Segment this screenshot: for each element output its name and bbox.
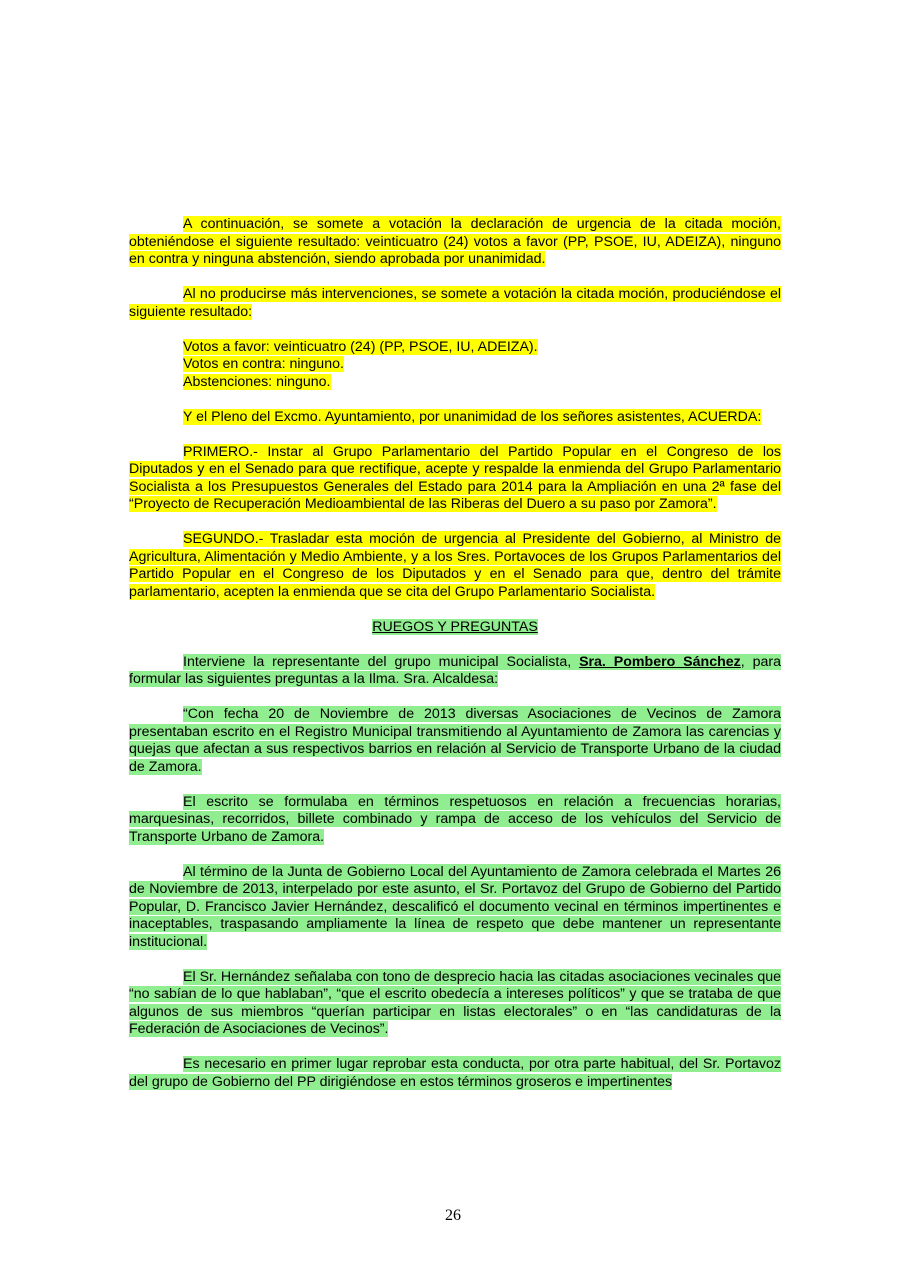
paragraph-quote-2 (129, 794, 781, 847)
paragraph-intervention (129, 654, 781, 689)
paragraph-quote-1 (129, 706, 781, 776)
highlighted-text: Interviene la representante del grupo municipal Socialista, (183, 653, 580, 670)
highlighted-text: Al no producirse más intervenciones, se somete a votación la citada moción, produciéndose el siguiente resultado: (129, 286, 781, 320)
vote-result-favor (129, 339, 781, 357)
highlighted-text: Abstenciones: ninguno. (183, 373, 331, 390)
paragraph-quote-4 (129, 969, 781, 1039)
highlighted-text: , para formular las siguientes preguntas a la Ilma. Sra. Alcaldesa: (129, 653, 781, 687)
vote-result-against (129, 356, 781, 374)
paragraph-quote-5 (129, 1056, 781, 1091)
section-heading (129, 619, 781, 637)
highlighted-text: SEGUNDO.- Trasladar esta moción de urgencia al Presidente del Gobierno, al Ministro de Agricultura, Alimentación y Medio Ambiente, y a los Sres. Portavoces de los Grupos Parlamentarios del Partido Popular en el Congreso de los Diputados y en el Senado para que, dentro del trámite parlamentario, acepten la enmienda que se cita del Grupo Parlamentario Socialista. (129, 531, 781, 600)
highlighted-text: Es necesario en primer lugar reprobar esta conducta, por otra parte habitual, del Sr. Portavoz del grupo de Gobierno del PP dirigiéndose en estos términos groseros e impertinentes (129, 1056, 781, 1090)
highlighted-text: Al término de la Junta de Gobierno Local del Ayuntamiento de Zamora celebrada el Martes 26 de Noviembre de 2013, interpelado por este asunto, el Sr. Portavoz del Grupo de Gobierno del Partido Popular, D. Francisco Javier Hernández, descalificó el documento vecinal en términos impertinentes e inaceptables, traspasando ampliamente la línea de respeto que debe mantener un representante institucional. (129, 863, 781, 950)
highlighted-text: Y el Pleno del Excmo. Ayuntamiento, por unanimidad de los señores asistentes, ACUERDA: (183, 408, 762, 425)
paragraph-primero (129, 444, 781, 514)
body-text (129, 216, 781, 1109)
highlighted-text: El Sr. Hernández señalaba con tono de desprecio hacia las citadas asociaciones vecinales que “no sabían de lo que hablaban”, “que el escrito obedecía a intereses políticos” y que se trataba de que algunos de sus miembros “querían participar en listas electorales” o en “las candidaturas de la Federación de Asociaciones de Vecinos”. (129, 968, 781, 1037)
paragraph-urgency-vote (129, 216, 781, 269)
highlighted-text: El escrito se formulaba en términos respetuosos en relación a frecuencias horarias, marquesinas, recorridos, billete combinado y rampa de acceso de los vehículos del Servicio de Transporte Urbano de Zamora. (129, 793, 781, 845)
highlighted-text: Votos en contra: ninguno. (183, 356, 344, 372)
paragraph-quote-3 (129, 864, 781, 952)
highlighted-text: Votos a favor: veinticuatro (24) (PP, PSOE, IU, ADEIZA). (183, 338, 538, 355)
paragraph-segundo (129, 531, 781, 601)
section-heading-text: RUEGOS Y PREGUNTAS (372, 618, 538, 635)
page-number: 26 (445, 1207, 461, 1224)
vote-result-abstention (129, 374, 781, 392)
paragraph-acuerda (129, 409, 781, 427)
highlighted-text: A continuación, se somete a votación la declaración de urgencia de la citada moción, obteniéndose el siguiente resultado: veinticuatro (24) votos a favor (PP, PSOE, IU, ADEIZA), ninguno en contra y ninguna abstención, siendo aprobada por unanimidad. (129, 216, 781, 267)
speaker-name: Sra. Pombero Sánchez (579, 653, 741, 670)
paragraph-motion-vote (129, 286, 781, 321)
highlighted-text: PRIMERO.- Instar al Grupo Parlamentario del Partido Popular en el Congreso de los Diputados y en el Senado para que rectifique, acepte y respalde la enmienda del Grupo Parlamentario Socialista a los Presupuestos Generales del Estado para 2014 para la Ampliación en una 2ª fase del “Proyecto de Recuperación Medioambiental de las Riberas del Duero a su paso por Zamora”. (129, 443, 781, 512)
highlighted-text: “Con fecha 20 de Noviembre de 2013 diversas Asociaciones de Vecinos de Zamora presentaban escrito en el Registro Municipal transmitiendo al Ayuntamiento de Zamora las carencias y quejas que afectan a sus respectivos barrios en relación al Servicio de Transporte Urbano de la ciudad de Zamora. (129, 706, 781, 775)
